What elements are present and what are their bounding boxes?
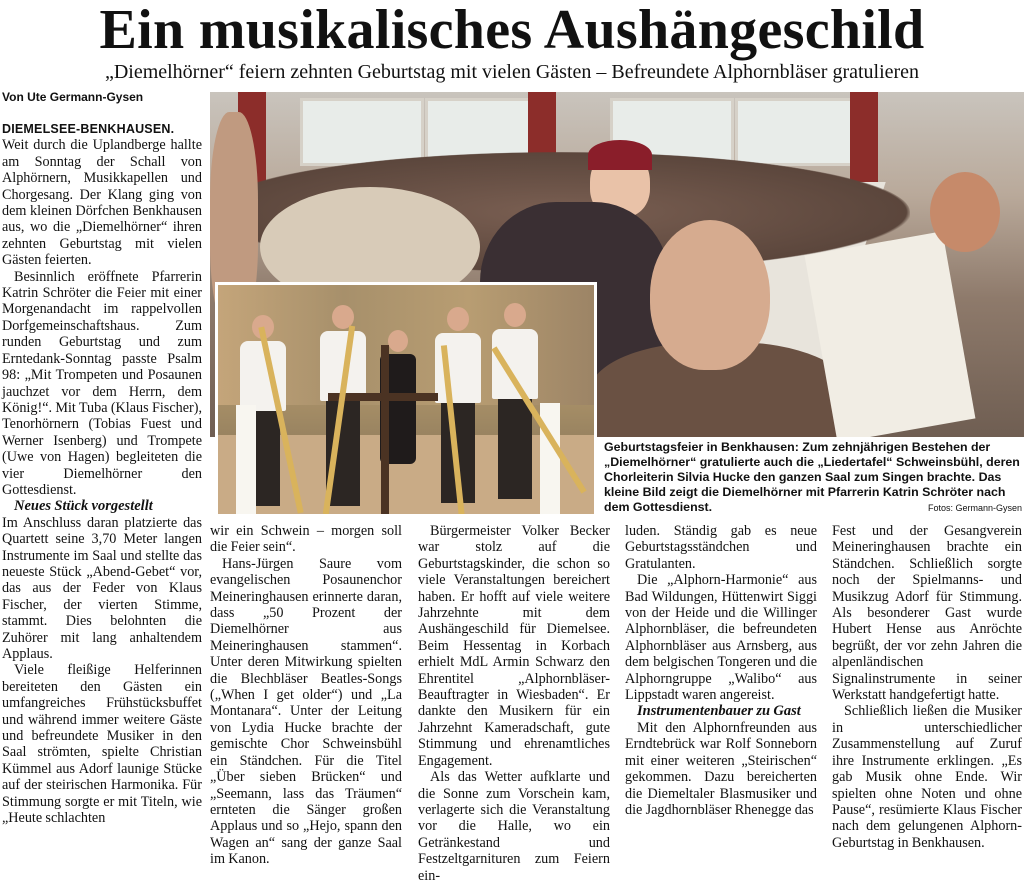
byline: Von Ute Germann-Gysen	[2, 90, 144, 104]
foreground-man-head	[650, 220, 770, 370]
paragraph: Fest und der Gesangverein Meineringhausen brachte ein Ständchen. Schließlich sorgte noch der Spielmanns- und Musikzug Adorf für Stimmung. Als besonderer Gast wurde Hubert Hense aus Anröchte begrüßt, der vor zehn Jahren die alpenländischen Signalinstrumente in seiner Werkstatt handgefertigt hatte.	[832, 523, 1022, 704]
paragraph: luden. Ständig gab es neue Geburtstagsständchen und Gratulanten.	[625, 523, 817, 572]
section-subtitle: Neues Stück vorgestellt	[14, 498, 153, 515]
article-column-3	[418, 523, 610, 884]
wooden-cross	[381, 345, 389, 515]
singer-hair	[588, 140, 652, 170]
curtain-right	[850, 92, 878, 192]
paragraph: Im Anschluss daran platzierte das Quartett seine 3,70 Meter langen Instrumente im Saal und stellte das neueste Stück „Abend-Gebet“ vor, das aus der Feder von Klaus Fischer, der vierten Stimme, stammt. Dies belohnten die Zuhörer mit lang anhaltendem Applaus.	[2, 514, 202, 662]
subheadline: „Diemelhörner“ feiern zehnten Geburtstag mit vielen Gästen – Befreundete Alphornbläser gratulieren	[104, 61, 920, 83]
article-column-2	[210, 523, 402, 868]
inset-photo-alphorn-players	[215, 282, 597, 517]
candle-left	[236, 405, 256, 515]
paragraph: Die „Alphorn-Harmonie“ aus Bad Wildungen, Hüttenwirt Siggi von der Heide und die Willinger Alphornbläser, die befreundeten Alphornbläser aus Arnsberg, aus dem belgischen Tongeren und die Alphorngruppe „Walibo“ aus Lippstadt waren angereist.	[625, 572, 817, 704]
paragraph: wir ein Schwein – morgen soll die Feier sein“.	[210, 523, 402, 556]
audience-woman	[930, 172, 1000, 252]
headline: Ein musikalisches Aushängeschild	[99, 0, 925, 61]
paragraph: Mit den Alphornfreunden aus Erndtebrück war Rolf Sonneborn mit einer weiteren „Steirischen“ gekommen. Dazu bereicherten die Diemeltaler Blasmusiker und die Jagdhornbläser Rhenegge das	[625, 719, 817, 818]
paragraph: Als das Wetter aufklarte und die Sonne zum Vorschein kam, verlagerte sich die Veranstaltung vor die Halle, wo ein Getränkestand und Festzeltgarnituren zum Feiern ein-	[418, 769, 610, 884]
paragraph: Viele fleißige Helferinnen bereiteten den Gästen ein umfangreiches Frühstücksbuffet und während immer weitere Gäste und befreundete Musiker in den Saal strömten, spielte Christian Kümmel aus Adorf launige Stücke auf der steirischen Harmonika. Für Stimmung sorgte er mit Titeln, wie „Heute schlachten	[2, 662, 202, 827]
article-column-1	[2, 121, 202, 826]
photo-caption: Geburtstagsfeier in Benkhausen: Zum zehnjährigen Bestehen der „Diemelhörner“ gratulierte auch die „Liedertafel“ Schweinsbühl, deren Chorleiterin Silvia Hucke den ganzen Saal zum Singen brachte. Das kleine Bild zeigt die Diemelhörner mit Pfarrerin Katrin Schröter nach dem Gottesdienst.	[604, 440, 1020, 514]
article-column-5	[832, 523, 1022, 851]
photo-credit: Fotos: Germann-Gysen	[927, 503, 1022, 513]
window	[735, 98, 859, 166]
dateline: DIEMELSEE-BENKHAUSEN.	[2, 122, 175, 136]
window	[300, 98, 424, 166]
paragraph: Besinnlich eröffnete Pfarrerin Katrin Schröter die Feier mit einer Morgenandacht im rappelvollen Dorfgemeinschaftshaus. Zum runden Geburtstag und zum Erntedank-Sonntag passte Psalm 98: „Mit Trompeten und Posaunen jauchzet vor dem Herrn, dem König!“. Mit Tuba (Klaus Fischer), Tenorhörnern (Tobias Fuest und Werner Isenberg) und Trompete (Uwe von Hagen) begleiteten die vier Diemelhörner den Gottesdienst.	[2, 268, 202, 498]
paragraph: Bürgermeister Volker Becker war stolz auf die Geburtstagskinder, die schon so viele Veranstaltungen bereichert haben. Er hofft auf viele weitere Jahrzehnte mit dem Aushängeschild für Diemelsee. Beim Hessentag in Korbach erhielt MdL Armin Schwarz den Ehrentitel „Alphornbläser-Beauftragter in Wiesbaden“. Er dankte den Musikern für ein Jahrzehnt Kameradschaft, gute Stimmung und ehrenamtliches Engagement.	[418, 523, 610, 769]
paragraph: Schließlich ließen die Musiker in unterschiedlicher Zusammenstellung auf Zuruf ihre Instrumente erklingen. „Es gab Musik ohne Ende. Wir spielten ohne Noten und ohne Pause“, resümierte Klaus Fischer nach dem gelungenen Alphorn-Geburtstag in Benkhausen.	[832, 703, 1022, 851]
paragraph: Weit durch die Uplandberge hallte am Sonntag der Schall von Alphörnern, Musikkapellen und Chorgesang. Der Klang ging von dem kleinen Dörfchen Benkhausen aus, wo die „Diemelhörner“ ihren zehnten Geburtstag mit vielen Gästen feierten.	[2, 137, 202, 269]
paragraph: Hans-Jürgen Saure vom evangelischen Posaunenchor Meineringhausen erinnerte daran, dass „50 Prozent der Diemelhörner aus Meineringhausen stammen“. Unter deren Mitwirkung spielten die Blechbläser Beatles-Songs („When I get older“) und „La Montanara“. Unter der Leitung von Lydia Hucke brachte der gemischte Chor Schweinsbühl ein Ständchen. Für die Titel „Über sieben Brücken“ und „Seemann, lass das Träumen“ ernteten die Sänger großen Applaus und so „Hejo, spann den Wagen an“ sang der ganze Saal im Kanon.	[210, 555, 402, 868]
article-column-4	[625, 523, 817, 818]
section-subtitle: Instrumentenbauer zu Gast	[637, 703, 801, 720]
sheet-music	[805, 231, 976, 437]
